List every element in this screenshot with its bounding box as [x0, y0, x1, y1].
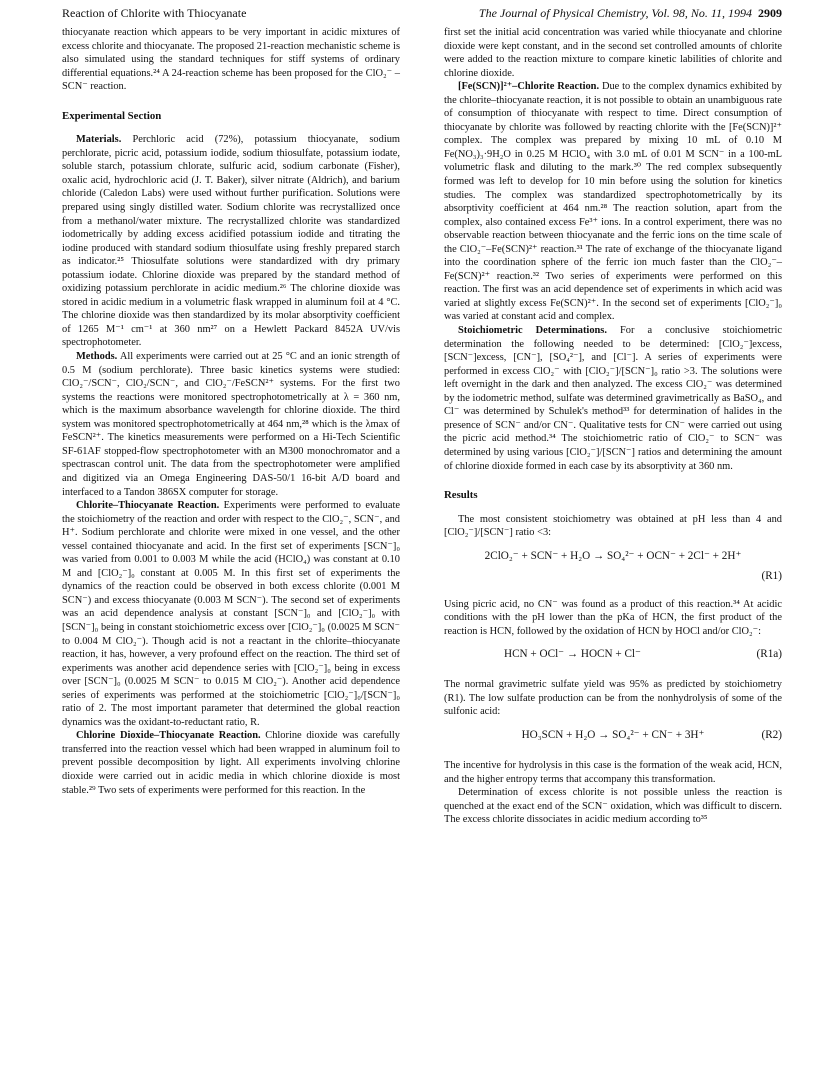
- equation-r1: [444, 550, 782, 588]
- right-column: [444, 26, 782, 827]
- equation-r1a-body: HCN + OCl⁻ → HOCN + Cl⁻: [504, 648, 641, 661]
- equation-r1a: [444, 648, 782, 668]
- results-paragraph-4: The incentive for hydrolysis in this case is the formation of the weak acid, HCN, and the higher entropy terms that accompany this transformation.: [444, 759, 782, 785]
- chlorine-dioxide-heading: Chlorine Dioxide–Thiocyanate Reaction.: [76, 730, 261, 742]
- chlorite-thiocyanate-text: Experiments were performed to evaluate the stoichiometry of the reaction and order with respect to the ClO₂⁻, SCN⁻, and H⁺. Sodium perchlorate and chlorite were mixed in one vessel, and the other vessel contained thiocyanate and acid. In the first set of experiments [SCN⁻]₀ was varied from 0.001 to 0.003 M while the acid (HClO₄) was constant at 0.10 M and [ClO₂⁻]₀ constant at 0.005 M. In this first set of experiments the dynamics of the reaction could be observed in both excess chlorite (0.001 M SCN⁻) and excess thiocyanate (0.003 M SCN⁻). The second set of experiments was an acid dependence analysis at constant [SCN⁻]₀ and [ClO₂⁻]₀ with [SCN⁻]₀ being in constant stoichiometric excess over [ClO₂⁻]₀ (0.0025 M SCN⁻ to 0.004 M ClO₂⁻). Though acid is not a reactant in the chlorite–thiocyanate reaction, it has, however, a very profound effect on the reaction. The third set of experiments was another acid dependence series with [ClO₂⁻]₀ being in excess over [SCN⁻]₀ (0.0025 M SCN⁻ to 0.015 M ClO₂⁻). Another acid dependence series of experiments was performed at the stoichiometric [ClO₂⁻]₀/[SCN⁻]₀ ratio of 2. The most important parameter that determined the global reaction dynamics was the oxidant-to-reductant ratio, R.: [62, 500, 400, 728]
- chlorite-thiocyanate-paragraph: [62, 499, 400, 729]
- materials-text: Perchloric acid (72%), potassium thiocyanate, sodium perchlorate, picric acid, potassium iodide, sodium thiosulfate, potassium iodate, soluble starch, potassium chlorate, sulfuric acid, sodium carbonate (Fisher), oxalic acid, hydrochloric acid (J. T. Baker), silver nitrate (Aldrich), and barium chloride (Caledon Labs) were used without further purification. Solutions were prepared using singly distilled water. Sodium chlorite was recrystallized once from a methanol/water mixture. The recrystallized chlorite was standardized iodometrically by adding excess acidified potassium iodide and titrating the iodine produced with standard sodium thiosulfate using freshly prepared starch as indicator.²⁵ Thiosulfate solutions were standardized with dry primary potassium iodate. Chlorine dioxide was prepared by the standard method of oxidizing potassium perchlorate in acidic medium.²⁶ The chlorine dioxide was stored in acidic medium in a volumetric flask wrapped in aluminum foil at 4 °C. The chlorine dioxide was then standardized by its molar absorptivity coefficient of 1265 M⁻¹ cm⁻¹ at 360 nm²⁷ on a Hewlett Packard 8452A UV/vis spectrophotometer.: [62, 134, 400, 349]
- methods-paragraph: [62, 350, 400, 499]
- equation-r2: [444, 729, 782, 749]
- section-heading-results: Results: [444, 489, 478, 502]
- materials-paragraph: [62, 133, 400, 350]
- fe-scn-text: Due to the complex dynamics exhibited by the chlorite–thiocyanate reaction, it is not possible to obtain an unambiguous rate of consumption of thiocyanate with respect to time. Direct consumption of thiocyanate by chlorite was followed by reacting chlorite with the [Fe(SCN)]²⁺ complex. The complex was prepared by mixing 10 mL of 0.10 M Fe(NO₃)₃·9H₂O in 0.25 M HClO₄ with 3.0 mL of 0.01 M SCN⁻ in a 100-mL volumetric flask and diluting to the mark.³⁰ The red complex subsequently formed was left to develop for 10 min before using the solution for kinetics studies. The complex was standardized spectrophotometrically by its absorptivity coefficient at 464 nm.²⁸ The reaction solution, apart from the complex, also contained excess Fe³⁺ ions. In a control experiment, there was no observable reaction between thiocyanate and the ferric ions on the time scale of the ClO₂⁻–Fe(SCN)²⁺ reaction.³¹ The rate of exchange of the thiocyanate ligand into the coordination sphere of the ferric ion much faster than the ClO₂⁻–Fe(SCN)²⁺ reaction.³² Two series of experiments were performed on this reaction. The first was an acid dependence set of experiments in which acid was varied at slightly excess Fe(SCN)²⁺. In the second set of experiments [ClO₂⁻]₀ was varied at constant acid and complex.: [444, 81, 782, 323]
- results-paragraph-2: Using picric acid, no CN⁻ was found as a product of this reaction.³⁴ At acidic conditions with the pH lower than the pKa of HCN, the first product of the reaction is HCN, followed by the oxidation of HCN by HOCl and/or ClO₂⁻:: [444, 598, 782, 637]
- results-paragraph-3: The normal gravimetric sulfate yield was 95% as predicted by stoichiometry (R1). The low sulfate production can be from the nonhydrolysis of some of the sulfonic acid:: [444, 679, 782, 718]
- stoichiometric-heading: Stoichiometric Determinations.: [458, 325, 607, 337]
- methods-heading: Methods.: [76, 351, 118, 363]
- journal-citation: [479, 6, 782, 21]
- section-heading-experimental: Experimental Section: [62, 109, 162, 122]
- methods-text: All experiments were carried out at 25 °C and an ionic strength of 0.5 M (sodium perchlorate). Three basic kinetics systems were studied: ClO₂⁻/SCN⁻, ClO₂/SCN⁻, and ClO₂⁻/FeSCN²⁺ systems. For the first two systems the reactions were monitored spectrophotometrically at λ = 360 nm, which is the maximum absorbance wavelength for chlorine dioxide. The third system was monitored spectrophotometrically at 464 nm,²⁸ which is the λmax of FeSCN²⁺. The kinetics measurements were performed on a Hi-Tech Scientific SF-61AF stopped-flow spectrophotometer with an M300 monochromator and a spectrascan control unit. The data from the spectrophotometer were amplified and digitized via an Omega Engineering DAS-50/1 16-bit A/D board and interfaced to a Tandon 386SX computer for storage.: [62, 351, 400, 498]
- stoichiometric-paragraph: [444, 324, 782, 473]
- left-column: [62, 26, 400, 797]
- continued-paragraph: first set the initial acid concentration was varied while thiocyanate and chlorine dioxide were kept constant, and in the second set controlled amounts of chlorite were added to the reaction mixture to compare kinetic labilities of chlorite and chlorine dioxide.: [444, 27, 782, 79]
- running-header: [62, 6, 782, 24]
- equation-r1a-tag: (R1a): [756, 648, 782, 661]
- results-paragraph-5: Determination of excess chlorite is not possible unless the reaction is quenched at the exact end of the SCN⁻ oxidation, which was difficult to discern. The excess chlorite dissociates in acidic medium according to³⁵: [444, 787, 782, 826]
- intro-paragraph: thiocyanate reaction which appears to be very important in acidic mixtures of excess chlorite and thiocyanate. The proposed 21-reaction mechanistic scheme is also simulated using the standard techniques for stiff systems of ordinary differential equations.²⁴ A 24-reaction scheme has been proposed for the ClO₂⁻ – SCN⁻ reaction.: [62, 27, 400, 93]
- chlorine-dioxide-paragraph: [62, 729, 400, 797]
- chlorine-dioxide-text: Chlorine dioxide was carefully transferred into the reaction vessel which had been wrapped in aluminum foil to prevent possible decomposition by light. All experiments involving chlorine dioxide were carried out in acidic media in which chlorine dioxide is most stable.²⁹ Two sets of experiments were performed for this reaction. In the: [62, 730, 400, 796]
- equation-r2-tag: (R2): [761, 728, 782, 741]
- materials-heading: Materials.: [76, 134, 122, 146]
- equation-r2-body: HO₃SCN + H₂O → SO₄²⁻ + CN⁻ + 3H⁺: [521, 728, 705, 741]
- equation-r1-tag: (R1): [761, 569, 782, 582]
- stoichiometric-text: For a conclusive stoichiometric determination the following needed to be determined: [ClO₂⁻]excess, [SCN⁻]excess, [CN⁻], [SO₄²⁻], and [Cl⁻]. A series of experiments were performed in excess ClO₂⁻ with [ClO₂⁻]/[SCN⁻]₀ ratio >3. The solutions were left overnight in the dark and then analyzed. The excess ClO₂⁻ was determined by the iodometric method, sulfate was determined gravimetrically as BaSO₄, and Cl⁻ was determined by Schulek's method³³ for determination of halides in the presence of SCN⁻ and/or CN⁻. Qualitative tests for CN⁻ were carried out using the picric acid method.³⁴ The stoichiometric ratio of ClO₂⁻ to SCN⁻ was determined by using various [ClO₂⁻]/[SCN⁻] ratios and determining the amount of chlorine dioxide formed in each case by its absorptivity at 360 nm.: [444, 325, 782, 472]
- journal-name: The Journal of Physical Chemistry, Vol. 98, No. 11, 1994: [478, 6, 752, 20]
- fe-scn-heading: [Fe(SCN)]²⁺–Chlorite Reaction.: [458, 81, 600, 93]
- fe-scn-paragraph: [444, 80, 782, 324]
- page-number: 2909: [758, 6, 782, 20]
- chlorite-thiocyanate-heading: Chlorite–Thiocyanate Reaction.: [76, 500, 220, 512]
- equation-r1-body: 2ClO₂⁻ + SCN⁻ + H₂O → SO₄²⁻ + OCN⁻ + 2Cl⁻ + 2H⁺: [484, 549, 742, 562]
- results-paragraph-1: The most consistent stoichiometry was obtained at pH less than 4 and [ClO₂⁻]/[SCN⁻] ratio <3:: [444, 513, 782, 539]
- running-title: Reaction of Chlorite with Thiocyanate: [62, 6, 247, 20]
